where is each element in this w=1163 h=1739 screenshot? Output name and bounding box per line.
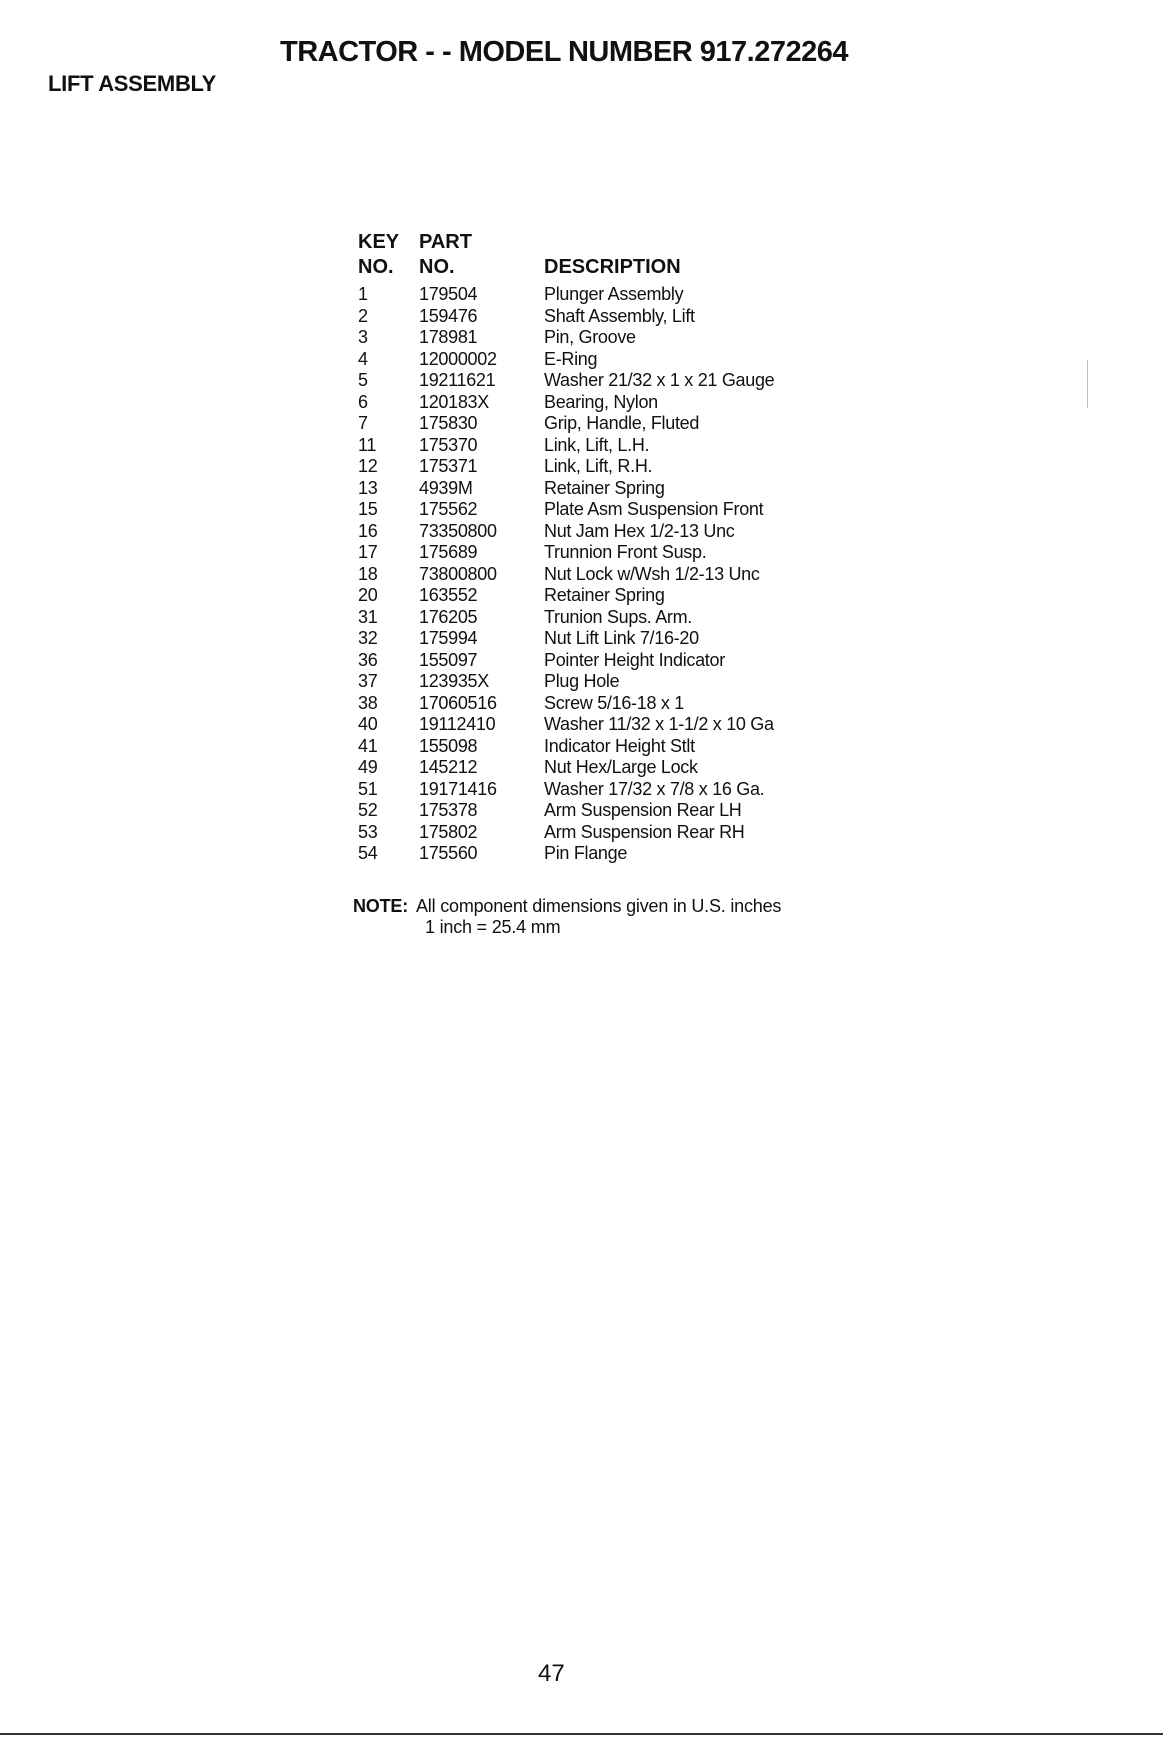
table-row bbox=[358, 456, 864, 478]
part-no-cell: 176205 bbox=[419, 606, 478, 627]
page-title: TRACTOR - - MODEL NUMBER 917.272264 bbox=[280, 36, 849, 68]
part-header-bottom: NO. bbox=[419, 256, 455, 278]
parts-table-body bbox=[358, 284, 864, 865]
table-row bbox=[358, 392, 864, 414]
table-row bbox=[358, 607, 864, 629]
description-cell: Grip, Handle, Fluted bbox=[544, 413, 700, 433]
key-no-cell: 18 bbox=[358, 563, 378, 584]
key-no-cell: 12 bbox=[358, 456, 378, 476]
part-no-cell: 175370 bbox=[419, 434, 478, 455]
description-cell: Arm Suspension Rear LH bbox=[544, 800, 742, 820]
description-cell: Screw 5/16-18 x 1 bbox=[544, 692, 684, 713]
header-row-bottom bbox=[358, 255, 864, 284]
page-number: 47 bbox=[538, 1660, 565, 1687]
part-header-top: PART bbox=[419, 231, 472, 253]
key-no-cell: 53 bbox=[358, 821, 378, 842]
description-cell: Plunger Assembly bbox=[544, 284, 684, 304]
part-no-cell: 73800800 bbox=[419, 563, 497, 584]
parts-table-header bbox=[358, 230, 864, 284]
description-cell: Trunion Sups. Arm. bbox=[544, 606, 692, 627]
key-no-cell: 20 bbox=[358, 585, 378, 605]
table-row bbox=[358, 327, 864, 349]
table-row bbox=[358, 736, 864, 758]
description-cell: Pin Flange bbox=[544, 843, 628, 863]
part-no-cell: 159476 bbox=[419, 305, 478, 326]
part-no-cell: 19171416 bbox=[419, 778, 497, 799]
part-no-cell: 12000002 bbox=[419, 348, 497, 369]
key-no-cell: 15 bbox=[358, 499, 378, 519]
part-no-cell: 178981 bbox=[419, 327, 478, 347]
key-no-cell: 11 bbox=[358, 434, 377, 455]
table-row bbox=[358, 499, 864, 521]
part-no-cell: 163552 bbox=[419, 585, 478, 605]
description-cell: Indicator Height Stlt bbox=[544, 735, 695, 756]
description-cell: Pointer Height Indicator bbox=[544, 649, 725, 670]
part-no-cell: 120183X bbox=[419, 391, 489, 412]
table-row bbox=[358, 564, 864, 586]
key-no-cell: 52 bbox=[358, 800, 378, 820]
key-no-cell: 54 bbox=[358, 843, 378, 863]
header-row-top bbox=[358, 230, 864, 255]
key-header-bottom: NO. bbox=[358, 256, 394, 278]
part-no-cell: 175562 bbox=[419, 499, 478, 519]
parts-table bbox=[358, 230, 864, 865]
key-no-cell: 17 bbox=[358, 542, 378, 562]
key-no-cell: 4 bbox=[358, 348, 368, 369]
part-no-cell: 179504 bbox=[419, 284, 478, 304]
part-no-cell: 19211621 bbox=[419, 370, 496, 390]
description-header-spacer bbox=[544, 230, 864, 255]
description-cell: Pin, Groove bbox=[544, 327, 636, 347]
description-cell: Plug Hole bbox=[544, 671, 620, 691]
key-no-cell: 36 bbox=[358, 649, 378, 670]
description-cell: Bearing, Nylon bbox=[544, 391, 658, 412]
description-cell: Trunnion Front Susp. bbox=[544, 542, 707, 562]
table-row bbox=[358, 284, 864, 306]
table-row bbox=[358, 542, 864, 564]
part-no-cell: 175802 bbox=[419, 821, 478, 842]
key-no-cell: 31 bbox=[358, 606, 378, 627]
scan-mark bbox=[1087, 360, 1088, 408]
key-no-cell: 16 bbox=[358, 520, 378, 541]
table-row bbox=[358, 779, 864, 801]
key-header-top: KEY bbox=[358, 231, 400, 253]
part-no-cell: 4939M bbox=[419, 477, 473, 498]
key-no-cell: 32 bbox=[358, 628, 378, 648]
part-no-cell: 145212 bbox=[419, 757, 478, 777]
part-no-cell: 155098 bbox=[419, 735, 478, 756]
table-row bbox=[358, 521, 864, 543]
part-no-cell: 123935X bbox=[419, 671, 489, 691]
key-no-cell: 2 bbox=[358, 305, 368, 326]
key-no-cell: 5 bbox=[358, 370, 368, 390]
part-no-cell: 175378 bbox=[419, 800, 478, 820]
table-row bbox=[358, 693, 864, 715]
table-row bbox=[358, 349, 864, 371]
note-line-1: All component dimensions given in U.S. inches bbox=[416, 896, 782, 916]
description-cell: Nut Lock w/Wsh 1/2-13 Unc bbox=[544, 563, 760, 584]
description-cell: Plate Asm Suspension Front bbox=[544, 499, 764, 519]
key-no-cell: 3 bbox=[358, 327, 368, 347]
description-cell: Arm Suspension Rear RH bbox=[544, 821, 745, 842]
table-row bbox=[358, 306, 864, 328]
table-row bbox=[358, 757, 864, 779]
part-no-cell: 175830 bbox=[419, 413, 478, 433]
table-row bbox=[358, 628, 864, 650]
table-row bbox=[358, 435, 864, 457]
description-cell: Washer 17/32 x 7/8 x 16 Ga. bbox=[544, 778, 765, 799]
description-cell: Nut Lift Link 7/16-20 bbox=[544, 628, 699, 648]
bottom-rule bbox=[0, 1733, 1163, 1735]
part-no-cell: 155097 bbox=[419, 649, 478, 670]
description-cell: Nut Hex/Large Lock bbox=[544, 757, 698, 777]
key-no-cell: 38 bbox=[358, 692, 378, 713]
section-title: LIFT ASSEMBLY bbox=[48, 71, 217, 96]
description-cell: Link, Lift, R.H. bbox=[544, 456, 653, 476]
part-no-cell: 19112410 bbox=[419, 714, 496, 734]
table-row bbox=[358, 478, 864, 500]
key-no-cell: 7 bbox=[358, 413, 368, 433]
key-no-cell: 1 bbox=[358, 284, 368, 304]
note bbox=[353, 896, 781, 938]
description-cell: Nut Jam Hex 1/2-13 Unc bbox=[544, 520, 735, 541]
table-row bbox=[358, 800, 864, 822]
table-row bbox=[358, 413, 864, 435]
key-no-cell: 49 bbox=[358, 757, 378, 777]
key-no-cell: 41 bbox=[358, 735, 378, 756]
table-row bbox=[358, 650, 864, 672]
note-label: NOTE: bbox=[353, 896, 408, 916]
description-cell: Retainer Spring bbox=[544, 477, 665, 498]
part-no-cell: 175560 bbox=[419, 843, 478, 863]
description-cell: Washer 11/32 x 1-1/2 x 10 Ga bbox=[544, 714, 774, 734]
table-row bbox=[358, 671, 864, 693]
part-no-cell: 175994 bbox=[419, 628, 478, 648]
part-no-cell: 175689 bbox=[419, 542, 478, 562]
part-no-cell: 17060516 bbox=[419, 692, 497, 713]
note-line-2: 1 inch = 25.4 mm bbox=[425, 917, 561, 937]
part-no-cell: 175371 bbox=[419, 456, 478, 476]
key-no-cell: 40 bbox=[358, 714, 378, 734]
description-cell: Link, Lift, L.H. bbox=[544, 434, 650, 455]
table-row bbox=[358, 714, 864, 736]
description-header: DESCRIPTION bbox=[544, 256, 681, 278]
part-no-cell: 73350800 bbox=[419, 520, 497, 541]
table-row bbox=[358, 822, 864, 844]
table-row bbox=[358, 370, 864, 392]
key-no-cell: 13 bbox=[358, 477, 378, 498]
key-no-cell: 37 bbox=[358, 671, 378, 691]
description-cell: Shaft Assembly, Lift bbox=[544, 305, 695, 326]
description-cell: E-Ring bbox=[544, 348, 598, 369]
key-no-cell: 6 bbox=[358, 391, 368, 412]
key-no-cell: 51 bbox=[358, 778, 378, 799]
description-cell: Retainer Spring bbox=[544, 585, 665, 605]
table-row bbox=[358, 843, 864, 865]
table-row bbox=[358, 585, 864, 607]
description-cell: Washer 21/32 x 1 x 21 Gauge bbox=[544, 370, 775, 390]
